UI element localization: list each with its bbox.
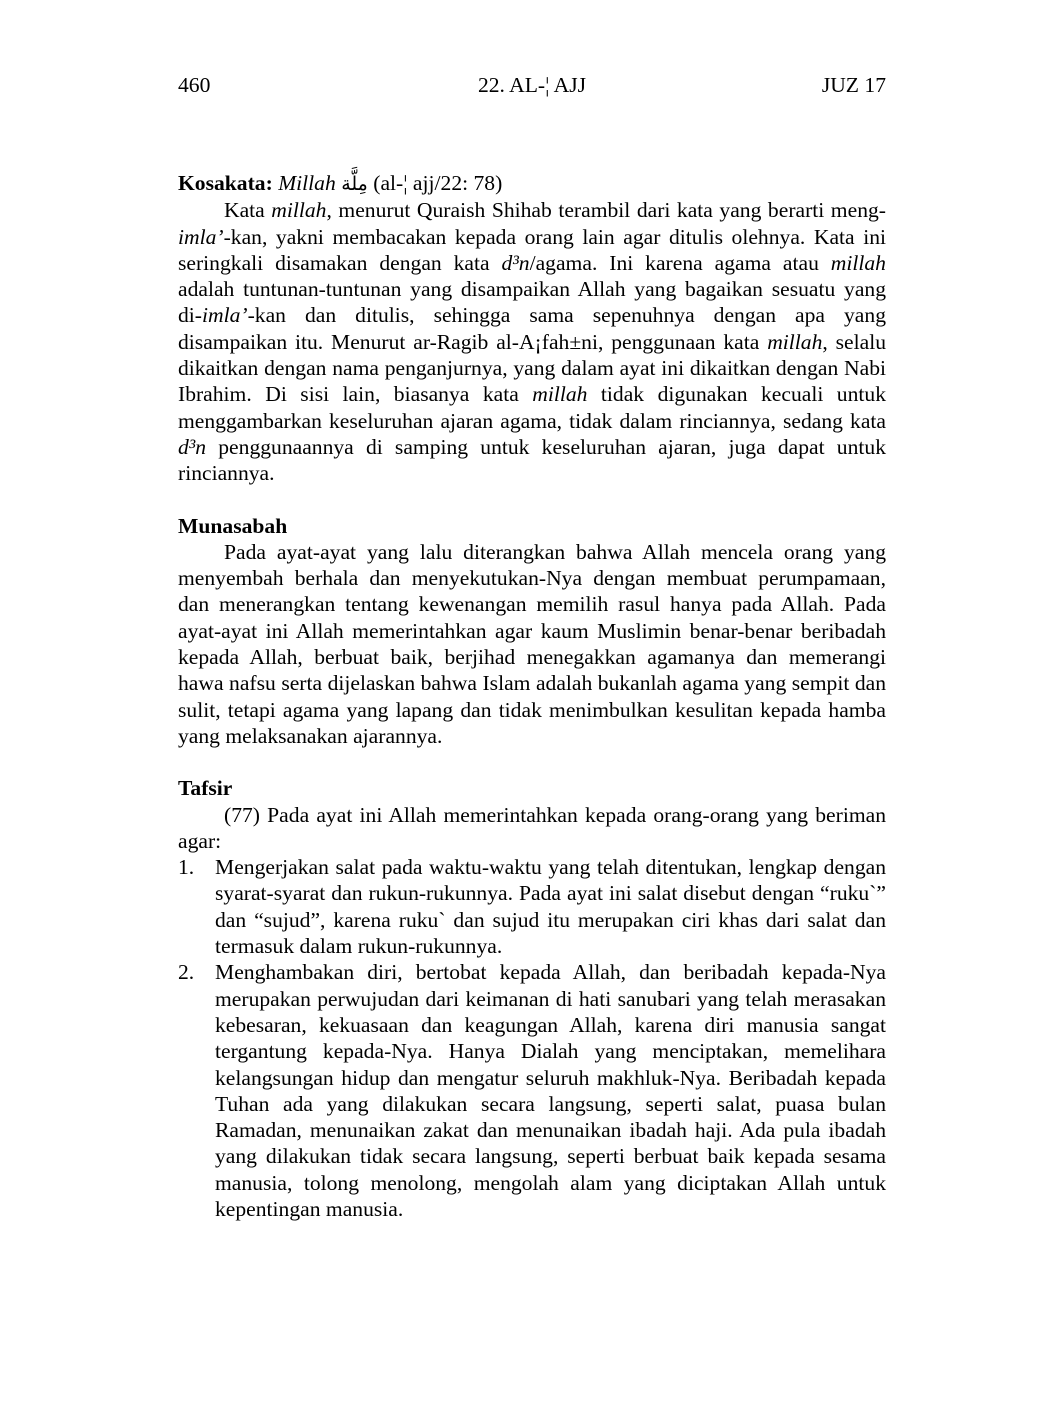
italic-term: imla’ — [178, 224, 224, 249]
munasabah-paragraph: Pada ayat-ayat yang lalu diterangkan bahwa Allah mencela orang yang menyembah berhala dan menyekutukan-Nya dengan membuat perumpamaan, dan menerangkan tentang kewenangan memilih rasul hanya pada Allah. Pada ayat-ayat ini Allah memerintahkan agar kaum Muslimin benar-benar beribadah kepada Allah, berbuat baik, berjihad menegakkan agamanya dan memerangi hawa nafsu serta dijelaskan bahwa Islam adalah bukanlah agama yang sempit dan sulit, tetapi agama yang lapang dan tidak menimbulkan kesulitan kepada hamba yang melaksanakan ajarannya. — [178, 539, 886, 748]
list-item-number: 2. — [178, 960, 195, 985]
tafsir-heading: Tafsir — [178, 776, 233, 801]
list-item-text: Mengerjakan salat pada waktu-waktu yang telah ditentukan, lengkap dengan syarat-syarat dan rukun-rukunnya. Pada ayat ini salat disebut dengan “ruku`” dan “sujud”, karena ruku` dan sujud itu merupakan ciri khas dari salat dan termasuk dalam rukun-rukunnya. — [215, 855, 886, 959]
italic-term: d³n — [178, 434, 207, 459]
tafsir-intro: (77) Pada ayat ini Allah memerintahkan kepada orang-orang yang beriman agar: — [178, 802, 886, 853]
kosakata-reference: (al-¦ ajj/22: 78) — [373, 171, 503, 195]
italic-term: millah — [271, 198, 327, 223]
text-run: , selalu dikaitkan dengan nama penganjurnya, yang dalam ayat ini dikaitkan dengan Nabi Ibrahim. Di sisi lain, biasanya kata — [178, 329, 887, 407]
text-run: -kan dan ditulis, sehingga sama sepenuhnya dengan apa yang disampaikan itu. Menurut ar-Ragib al-A¡fah±ni, penggunaan kata — [178, 303, 886, 354]
text-run: /agama. Ini karena agama atau — [529, 250, 831, 275]
list-item — [178, 959, 886, 1222]
chapter-title: 22. AL-¦ AJJ — [477, 73, 587, 97]
document-page — [178, 72, 886, 1222]
kosakata-term: Millah — [278, 171, 336, 195]
munasabah-heading: Munasabah — [178, 513, 288, 538]
page-number: 460 — [178, 73, 211, 97]
italic-term: millah — [767, 329, 823, 354]
kosakata-arabic: مِلَّة — [341, 173, 368, 195]
italic-term: imla’ — [202, 303, 248, 328]
italic-term: d³n — [501, 250, 530, 275]
kosakata-label: Kosakata: — [178, 171, 273, 195]
kosakata-paragraph — [178, 197, 886, 486]
running-header — [178, 72, 886, 100]
list-item-text: Menghambakan diri, bertobat kepada Allah, dan beribadah kepada-Nya merupakan perwujudan dari keimanan di hati sanubari yang telah merasakan kebesaran, kekuasaan dan keagungan Allah, karena diri manusia sangat tergantung kepada-Nya. Hanya Dialah yang menciptakan, memelihara kelangsungan hidup dan mengatur seluruh makhluk-Nya. Beribadah kepada Tuhan ada yang dilakukan secara langsung, seperti salat, puasa bulan Ramadan, menunaikan zakat dan menunaikan ibadah haji. Ada pula ibadah yang dilakukan tidak secara langsung, seperti berbuat baik kepada sesama manusia, tolong menolong, mengolah alam yang diciptakan Allah untuk kepentingan manusia. — [215, 960, 886, 1221]
text-run: penggunaannya di samping untuk keseluruhan ajaran, juga dapat untuk rinciannya. — [178, 434, 886, 486]
text-run: adalah tuntunan-tuntunan yang disampaikan Allah yang bagaikan sesuatu yang di- — [178, 277, 886, 328]
text-run: Kata — [224, 198, 272, 223]
list-item-number: 1. — [178, 855, 195, 880]
text-run: tidak digunakan kecuali untuk menggambarkan keseluruhan ajaran agama, tidak dalam rinciannya, sedang kata — [178, 382, 886, 433]
text-run: -kan, yakni membacakan kepada orang lain agar ditulis olehnya. Kata ini seringkali disamakan dengan kata — [178, 224, 886, 275]
italic-term: millah — [532, 382, 588, 407]
kosakata-heading — [178, 170, 886, 197]
tafsir-list — [178, 854, 886, 1222]
juz-label: JUZ 17 — [821, 73, 886, 97]
list-item — [178, 854, 886, 959]
text-run: , menurut Quraish Shihab terambil dari kata yang berarti meng- — [326, 198, 886, 223]
italic-term: millah — [830, 250, 886, 275]
